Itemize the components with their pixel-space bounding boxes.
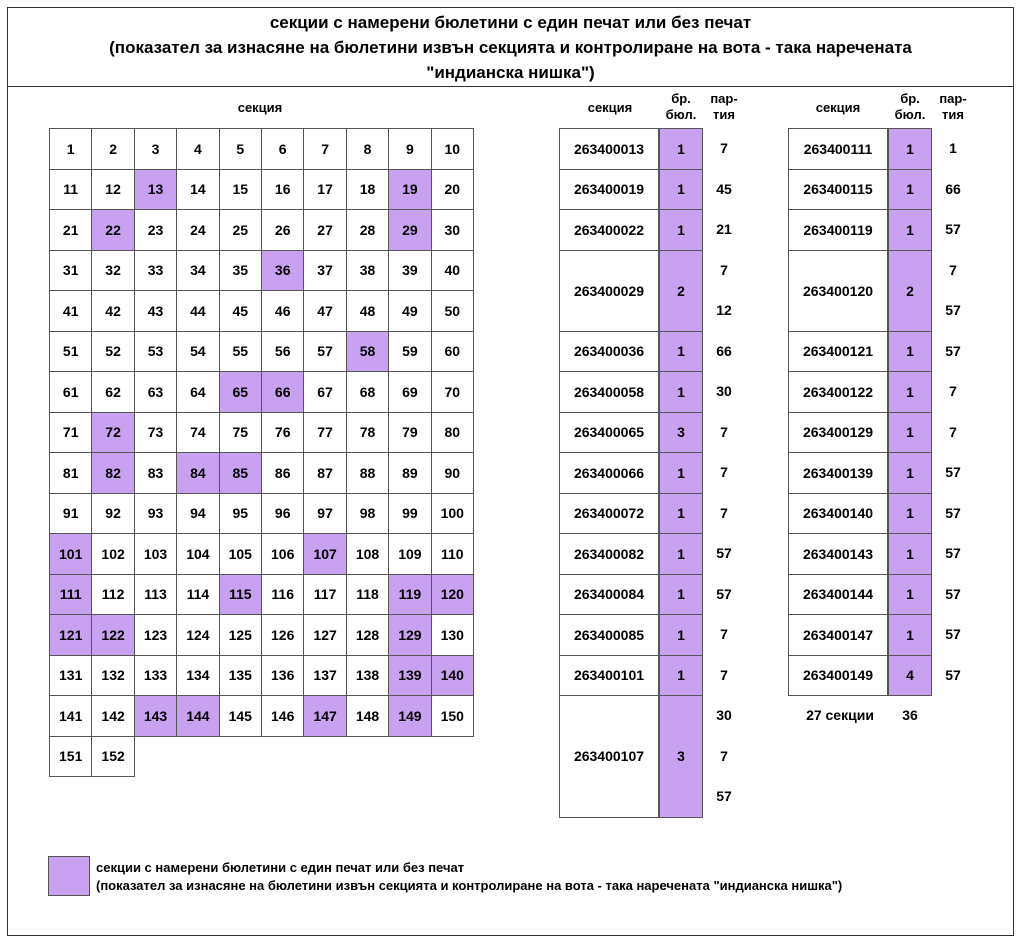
ballot-count-cell: 1 (888, 371, 932, 413)
ballot-count-cell: 1 (659, 452, 703, 494)
grid-cell: 23 (134, 209, 177, 251)
grid-cell: 86 (261, 452, 304, 494)
grid-cell: 2 (91, 128, 134, 170)
grid-cell: 82 (91, 452, 134, 494)
grid-cell: 38 (346, 250, 389, 292)
section-code-cell: 263400036 (559, 331, 659, 373)
ballot-count-cell: 1 (888, 452, 932, 494)
grid-cell: 134 (176, 655, 219, 697)
party-cell: 7 (949, 423, 957, 440)
section-code-cell: 263400065 (559, 412, 659, 454)
grid-cell: 34 (176, 250, 219, 292)
grid-cell: 123 (134, 614, 177, 656)
title-line-3: "индианска нишка") (426, 63, 595, 82)
grid-cell: 61 (49, 371, 92, 413)
grid-cell: 47 (303, 290, 346, 332)
grid-cell: 37 (303, 250, 346, 292)
total-ballots-value: 36 (902, 707, 918, 723)
grid-cell: 144 (176, 695, 219, 737)
grid-cell: 120 (431, 574, 474, 616)
party-cell: 7 (720, 747, 728, 764)
ballot-count-cell: 1 (888, 533, 932, 575)
grid-cell: 46 (261, 290, 304, 332)
grid-cell: 109 (388, 533, 431, 575)
party-cell: 30 (716, 383, 732, 400)
table2-header-section: секция (815, 100, 861, 115)
grid-cell: 89 (388, 452, 431, 494)
grid-cell: 149 (388, 695, 431, 737)
section-code-cell: 263400115 (788, 169, 888, 211)
party-cell: 30 (716, 707, 732, 724)
grid-cell: 131 (49, 655, 92, 697)
table2-header-ballots-1: бр. (900, 91, 920, 106)
grid-cell: 58 (346, 331, 389, 373)
section-code-cell: 263400143 (788, 533, 888, 575)
grid-cell: 74 (176, 412, 219, 454)
section-code-cell: 263400107 (559, 695, 659, 818)
ballot-count-cell: 2 (888, 250, 932, 332)
grid-cell: 112 (91, 574, 134, 616)
grid-cell: 21 (49, 209, 92, 251)
grid-cell: 125 (219, 614, 262, 656)
ballot-count-cell: 1 (659, 533, 703, 575)
ballot-count-cell: 1 (659, 655, 703, 697)
section-code-cell: 263400019 (559, 169, 659, 211)
table2-header-party (933, 91, 973, 123)
table1-header-party-1: пар- (710, 91, 738, 106)
ballot-count-cell: 1 (888, 614, 932, 656)
party-cell: 57 (945, 302, 961, 319)
total-sections-label: 27 секции (806, 707, 874, 723)
grid-cell: 69 (388, 371, 431, 413)
grid-cell: 63 (134, 371, 177, 413)
ballot-count-cell: 4 (888, 655, 932, 697)
grid-cell: 141 (49, 695, 92, 737)
grid-cell: 133 (134, 655, 177, 697)
grid-cell: 68 (346, 371, 389, 413)
legend-line-2: (показател за изнасяне на бюлетини извън секцията и контролиране на вота - така наречената "индианска нишка") (96, 878, 843, 893)
section-code-cell: 263400140 (788, 493, 888, 535)
grid-cell: 137 (303, 655, 346, 697)
party-cell: 57 (945, 666, 961, 683)
section-code-cell: 263400029 (559, 250, 659, 332)
section-code-cell: 263400072 (559, 493, 659, 535)
grid-cell: 39 (388, 250, 431, 292)
ballot-count-cell: 1 (888, 493, 932, 535)
grid-cell: 138 (346, 655, 389, 697)
grid-cell: 132 (91, 655, 134, 697)
grid-cell: 77 (303, 412, 346, 454)
grid-cell: 7 (303, 128, 346, 170)
grid-cell: 28 (346, 209, 389, 251)
grid-cell: 45 (219, 290, 262, 332)
grid-cell: 26 (261, 209, 304, 251)
party-cell: 7 (720, 626, 728, 643)
party-cell: 7 (720, 140, 728, 157)
section-code-cell: 263400129 (788, 412, 888, 454)
grid-cell: 1 (49, 128, 92, 170)
party-cell: 66 (945, 180, 961, 197)
section-code-cell: 263400119 (788, 209, 888, 251)
ballot-count-cell: 1 (888, 412, 932, 454)
grid-cell: 117 (303, 574, 346, 616)
grid-cell: 44 (176, 290, 219, 332)
grid-cell: 10 (431, 128, 474, 170)
ballot-count-cell: 1 (659, 493, 703, 535)
grid-cell: 4 (176, 128, 219, 170)
grid-cell: 136 (261, 655, 304, 697)
grid-cell: 62 (91, 371, 134, 413)
table1-header-ballots-2: бюл. (665, 107, 697, 122)
grid-cell: 56 (261, 331, 304, 373)
grid-cell: 92 (91, 493, 134, 535)
grid-cell: 147 (303, 695, 346, 737)
grid-cell: 67 (303, 371, 346, 413)
ballot-count-cell: 1 (659, 128, 703, 170)
grid-cell: 72 (91, 412, 134, 454)
grid-cell: 122 (91, 614, 134, 656)
grid-cell: 146 (261, 695, 304, 737)
ballot-count-cell: 1 (659, 209, 703, 251)
grid-cell: 93 (134, 493, 177, 535)
section-code-cell: 263400013 (559, 128, 659, 170)
section-code-cell: 263400111 (788, 128, 888, 170)
grid-cell: 30 (431, 209, 474, 251)
table1-header-ballots (659, 91, 703, 123)
grid-cell: 70 (431, 371, 474, 413)
grid-cell: 107 (303, 533, 346, 575)
table1-header-ballots-1: бр. (671, 91, 691, 106)
grid-cell: 18 (346, 169, 389, 211)
grid-cell: 110 (431, 533, 474, 575)
grid-cell: 99 (388, 493, 431, 535)
grid-cell: 105 (219, 533, 262, 575)
section-code-cell: 263400147 (788, 614, 888, 656)
table2-header-party-2: тия (942, 107, 964, 122)
grid-cell: 17 (303, 169, 346, 211)
section-code-cell: 263400085 (559, 614, 659, 656)
grid-cell: 113 (134, 574, 177, 616)
grid-cell: 118 (346, 574, 389, 616)
grid-cell: 65 (219, 371, 262, 413)
table1-header-section: секция (587, 100, 633, 115)
ballot-count-cell: 1 (659, 169, 703, 211)
party-cell: 21 (716, 221, 732, 238)
grid-cell: 59 (388, 331, 431, 373)
ballot-count-cell: 1 (888, 331, 932, 373)
grid-cell: 127 (303, 614, 346, 656)
table1-header-party-2: тия (713, 107, 735, 122)
ballot-count-cell: 3 (659, 412, 703, 454)
grid-cell: 135 (219, 655, 262, 697)
party-cell: 12 (716, 302, 732, 319)
party-cell: 57 (945, 626, 961, 643)
grid-cell: 85 (219, 452, 262, 494)
grid-cell: 130 (431, 614, 474, 656)
grid-cell: 36 (261, 250, 304, 292)
grid-cell: 150 (431, 695, 474, 737)
party-cell: 66 (716, 342, 732, 359)
table2-header-party-1: пар- (939, 91, 967, 106)
title-line-2: (показател за изнасяне на бюлетини извън секцията и контролиране на вота - така наречената (109, 38, 912, 57)
party-cell: 57 (716, 788, 732, 805)
grid-cell: 24 (176, 209, 219, 251)
ballot-count-cell: 2 (659, 250, 703, 332)
grid-cell: 115 (219, 574, 262, 616)
section-code-cell: 263400066 (559, 452, 659, 494)
grid-cell: 119 (388, 574, 431, 616)
grid-cell: 121 (49, 614, 92, 656)
party-cell: 7 (720, 464, 728, 481)
section-code-cell: 263400084 (559, 574, 659, 616)
grid-cell: 151 (49, 736, 92, 778)
section-code-cell: 263400122 (788, 371, 888, 413)
grid-cell: 27 (303, 209, 346, 251)
grid-cell: 40 (431, 250, 474, 292)
grid-cell: 60 (431, 331, 474, 373)
grid-cell: 129 (388, 614, 431, 656)
grid-cell: 142 (91, 695, 134, 737)
grid-cell: 152 (91, 736, 134, 778)
ballot-count-cell: 1 (659, 331, 703, 373)
section-code-cell: 263400101 (559, 655, 659, 697)
grid-cell: 48 (346, 290, 389, 332)
party-cell: 57 (945, 504, 961, 521)
grid-cell: 3 (134, 128, 177, 170)
grid-cell: 54 (176, 331, 219, 373)
grid-cell: 13 (134, 169, 177, 211)
grid-cell: 32 (91, 250, 134, 292)
grid-cell: 57 (303, 331, 346, 373)
grid-cell: 14 (176, 169, 219, 211)
party-cell: 45 (716, 180, 732, 197)
grid-cell: 94 (176, 493, 219, 535)
ballot-count-cell: 1 (659, 614, 703, 656)
party-cell: 7 (949, 261, 957, 278)
grid-cell: 53 (134, 331, 177, 373)
grid-cell: 148 (346, 695, 389, 737)
grid-cell: 73 (134, 412, 177, 454)
grid-cell: 29 (388, 209, 431, 251)
legend-swatch (48, 856, 90, 896)
grid-cell: 128 (346, 614, 389, 656)
legend-line-1: секции с намерени бюлетини с един печат или без печат (96, 860, 465, 875)
party-cell: 57 (945, 464, 961, 481)
grid-cell: 6 (261, 128, 304, 170)
grid-cell: 80 (431, 412, 474, 454)
grid-cell: 75 (219, 412, 262, 454)
section-code-cell: 263400082 (559, 533, 659, 575)
grid-cell: 19 (388, 169, 431, 211)
grid-cell: 145 (219, 695, 262, 737)
grid-cell: 9 (388, 128, 431, 170)
party-cell: 7 (720, 504, 728, 521)
grid-cell: 31 (49, 250, 92, 292)
grid-cell: 114 (176, 574, 219, 616)
party-cell: 7 (949, 383, 957, 400)
grid-cell: 52 (91, 331, 134, 373)
grid-cell: 22 (91, 209, 134, 251)
party-cell: 57 (945, 221, 961, 238)
grid-cell: 43 (134, 290, 177, 332)
grid-cell: 97 (303, 493, 346, 535)
section-code-cell: 263400120 (788, 250, 888, 332)
party-cell: 57 (945, 545, 961, 562)
grid-cell: 8 (346, 128, 389, 170)
grid-cell: 81 (49, 452, 92, 494)
grid-cell: 51 (49, 331, 92, 373)
ballot-count-cell: 1 (888, 574, 932, 616)
grid-cell: 16 (261, 169, 304, 211)
party-cell: 1 (949, 140, 957, 157)
table1-header-party (704, 91, 744, 123)
party-cell: 7 (720, 423, 728, 440)
section-code-cell: 263400144 (788, 574, 888, 616)
ballot-count-cell: 1 (888, 169, 932, 211)
grid-cell: 84 (176, 452, 219, 494)
ballot-count-cell: 3 (659, 695, 703, 818)
grid-cell: 64 (176, 371, 219, 413)
grid-cell: 15 (219, 169, 262, 211)
grid-cell: 71 (49, 412, 92, 454)
grid-cell: 98 (346, 493, 389, 535)
grid-cell: 76 (261, 412, 304, 454)
grid-cell: 90 (431, 452, 474, 494)
grid-cell: 49 (388, 290, 431, 332)
grid-header: секция (237, 100, 283, 115)
party-cell: 7 (720, 261, 728, 278)
table2-header-ballots-2: бюл. (894, 107, 926, 122)
title-line-1: секции с намерени бюлетини с един печат или без печат (269, 13, 752, 32)
grid-cell: 143 (134, 695, 177, 737)
section-code-cell: 263400121 (788, 331, 888, 373)
ballot-count-cell: 1 (888, 209, 932, 251)
grid-cell: 20 (431, 169, 474, 211)
grid-cell: 91 (49, 493, 92, 535)
section-code-cell: 263400139 (788, 452, 888, 494)
grid-cell: 42 (91, 290, 134, 332)
ballot-count-cell: 1 (659, 574, 703, 616)
section-code-cell: 263400022 (559, 209, 659, 251)
grid-cell: 104 (176, 533, 219, 575)
grid-cell: 106 (261, 533, 304, 575)
page-title (7, 7, 1014, 87)
grid-cell: 139 (388, 655, 431, 697)
grid-cell: 35 (219, 250, 262, 292)
ballot-count-cell: 1 (888, 128, 932, 170)
grid-cell: 108 (346, 533, 389, 575)
grid-cell: 25 (219, 209, 262, 251)
grid-cell: 140 (431, 655, 474, 697)
grid-cell: 66 (261, 371, 304, 413)
grid-cell: 41 (49, 290, 92, 332)
party-cell: 57 (945, 342, 961, 359)
grid-cell: 83 (134, 452, 177, 494)
ballot-count-cell: 1 (659, 371, 703, 413)
party-cell: 7 (720, 666, 728, 683)
grid-cell: 87 (303, 452, 346, 494)
grid-cell: 96 (261, 493, 304, 535)
grid-cell: 33 (134, 250, 177, 292)
grid-cell: 116 (261, 574, 304, 616)
grid-cell: 111 (49, 574, 92, 616)
grid-cell: 50 (431, 290, 474, 332)
party-cell: 57 (716, 545, 732, 562)
grid-cell: 5 (219, 128, 262, 170)
table2-header-ballots (888, 91, 932, 123)
grid-cell: 79 (388, 412, 431, 454)
grid-cell: 124 (176, 614, 219, 656)
grid-cell: 103 (134, 533, 177, 575)
legend-text (96, 859, 842, 895)
grid-cell: 78 (346, 412, 389, 454)
grid-cell: 101 (49, 533, 92, 575)
section-code-cell: 263400149 (788, 655, 888, 697)
grid-cell: 11 (49, 169, 92, 211)
grid-cell: 100 (431, 493, 474, 535)
grid-cell: 12 (91, 169, 134, 211)
grid-cell: 95 (219, 493, 262, 535)
grid-cell: 55 (219, 331, 262, 373)
party-cell: 57 (945, 585, 961, 602)
grid-cell: 126 (261, 614, 304, 656)
grid-cell: 88 (346, 452, 389, 494)
grid-cell: 102 (91, 533, 134, 575)
party-cell: 57 (716, 585, 732, 602)
section-code-cell: 263400058 (559, 371, 659, 413)
